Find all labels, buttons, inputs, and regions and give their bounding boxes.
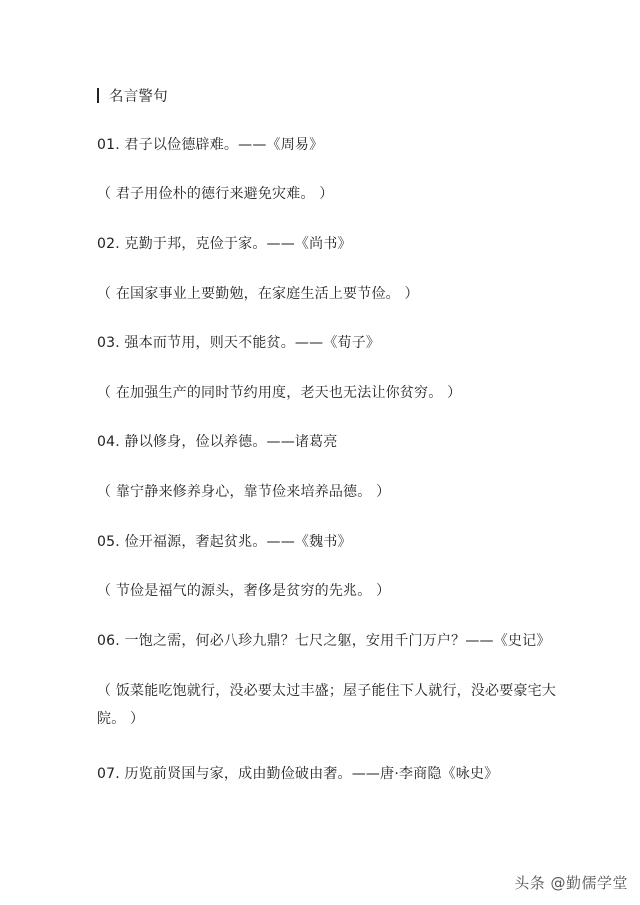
quote-text-7: 07. 历览前贤国与家，成由勤俭破由奢。——唐·李商隐《咏史》 <box>97 766 499 782</box>
quote-text-6: 06. 一饱之需，何必八珍九鼎？七尺之躯，安用千门万户？——《史记》 <box>97 633 551 649</box>
quote-text-3: 03. 强本而节用，则天不能贫。——《荀子》 <box>97 335 381 351</box>
section-title: 名言警句 <box>109 89 168 105</box>
section-heading <box>97 88 168 106</box>
quote-text-2: 02. 克勤于邦，克俭于家。——《尚书》 <box>97 236 352 252</box>
quote-text-1: 01. 君子以俭德辟难。——《周易》 <box>97 137 324 153</box>
quote-text-5: 05. 俭开福源，奢起贫兆。——《魏书》 <box>97 534 352 550</box>
watermark: 头条 @勤儒学堂 <box>514 874 628 892</box>
quote-explain-4: （ 靠宁静来修养身心，靠节俭来培养品德。 ） <box>97 484 391 500</box>
quote-explain-3: （ 在加强生产的同时节约用度，老天也无法让你贫穷。 ） <box>97 385 462 401</box>
heading-bar <box>97 88 99 103</box>
quote-explain-1: （ 君子用俭朴的德行来避免灾难。 ） <box>97 186 334 202</box>
quote-explain-6: （ 饭菜能吃饱就行，没必要太过丰盛；屋子能住下人就行，没必要豪宅大院。 ） <box>97 683 557 727</box>
quote-text-4: 04. 静以修身，俭以养德。——诸葛亮 <box>97 434 338 450</box>
quote-explain-2: （ 在国家事业上要勤勉，在家庭生活上要节俭。 ） <box>97 286 419 302</box>
quote-explain-5: （ 节俭是福气的源头，奢侈是贫穷的先兆。 ） <box>97 583 391 599</box>
